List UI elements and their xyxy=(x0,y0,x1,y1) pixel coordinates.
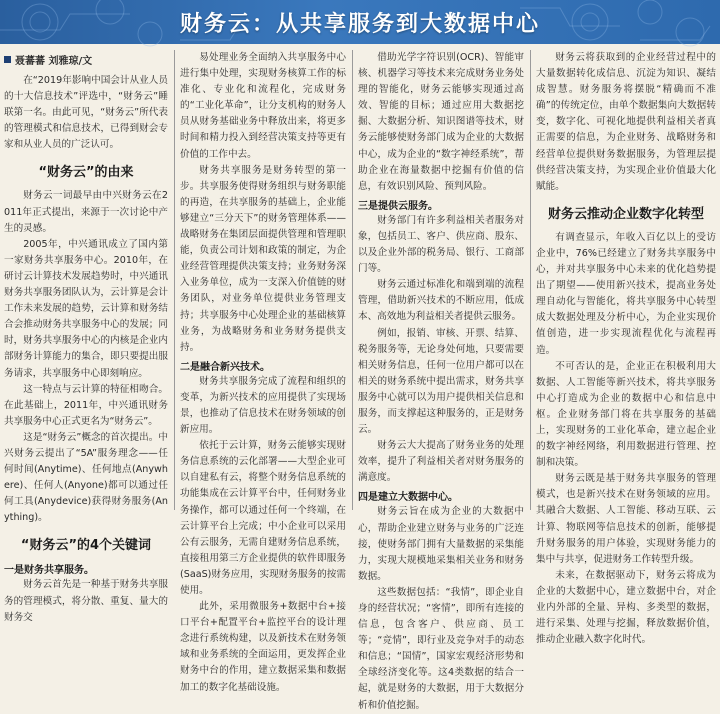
paragraph: 财务云通过标准化和端到端的流程管理，借助新兴技术的不断应用，低成本、高效地为利益相关者提供云服务。 xyxy=(358,279,524,323)
page-title: 财务云：从共享服务到大数据中心 xyxy=(179,12,540,37)
square-bullet-icon xyxy=(4,56,11,63)
paragraph: 此外，采用微服务+数据中台+接口平台+配置平台+监控平台的设计理念进行系统构建，以及新技术在财务领域和业务系统的全面运用，更发挥企业财务中台的作用，建立数据采集和数据加工的数字化基础设施。 xyxy=(180,601,346,693)
paragraph: 财务云大大提高了财务业务的处理效率，提升了利益相关者对财务服务的满意度。 xyxy=(358,440,524,484)
paragraph: 财务共享服务完成了流程和组织的变革，为新兴技术的应用提供了实现场景，也推动了信息技术在财务领域的创新应用。 xyxy=(180,375,346,436)
column-3 xyxy=(358,50,524,711)
column-divider xyxy=(174,50,175,510)
keyword-heading-3: 三是提供云服务。 xyxy=(358,200,438,212)
paragraph: 财务云一词最早由中兴财务云在2011年正式提出，来源于一次讨论中产生的灵感。 xyxy=(4,190,168,234)
byline xyxy=(4,52,168,67)
paragraph: 财务共享服务是财务转型的第一步。共享服务使得财务组织与财务职能的再造，在共享服务的基础上，企业能够建立“三分天下”的财务管理体系——战略财务在集团层面提供管理和管理职能，负责公司计划和政策的制定，为企业经营管理提供决策支持；业务财务深入业务单位，成为一支深入价值链的财务团队，对业务单位提供业务管理支持；共享服务中心处理企业的基础核算业务，为战略财务和业务财务提供支持。 xyxy=(180,164,346,353)
subheading-transformation: 财务云推动企业数字化转型 xyxy=(547,206,704,222)
keyword-heading-2: 二是融合新兴技术。 xyxy=(180,361,270,373)
paragraph: 借助光学字符识别(OCR)、智能审核、机器学习等技术来完成财务业务处理的智能化，财务云能够实现通过高效、智能的目标；通过应用大数据挖掘、大数据分析、知识图谱等技术，财务云能够使财务部门成为企业的大数据中心，成为企业的“数字神经系统”，帮助企业在海量数据中挖掘有价值的信息，有效识别风险、预判风险。 xyxy=(358,52,524,192)
paragraph: 依托于云计算，财务云能够实现财务信息系统的云化部署——大型企业可以自建私有云，将整个财务信息系统的功能集成在云计算平台中，任何财务业务操作，都可以通过任何一个终端，在云计算平台上完成；中小企业可以采用公有云服务，无需自建财务信息系统，直接租用第三方企业提供的软件即服务(SaaS)财务应用，实现财务服务的按需使用。 xyxy=(180,440,346,596)
paragraph: 例如，报销、审核、开票、结算、税务服务等，无论身处何地，只要需要相关财务信息，任何一位用户都可以在相关的财务系统中提出需求，财务共享服务中心就可以为用户提供相关信息和服务，而支撑起这种服务的，正是财务云。 xyxy=(358,327,524,436)
paragraph: 这是“财务云”概念的首次提出。中兴财务云提出了“5A”服务理念——任何时间(Anytime)、任何地点(Anywhere)、任何人(Anyone)都可以通过任何工具(Anydevice)获得财务服务(Anything)。 xyxy=(4,431,168,524)
column-divider xyxy=(352,50,353,510)
column-2 xyxy=(180,50,346,693)
keyword-heading-4: 四是建立大数据中心。 xyxy=(358,492,458,504)
paragraph: 易处理业务全面纳入共享服务中心进行集中处理，实现财务核算工作的标准化、专业化和流程化，完成财务的“工业化革命”，让分支机构的财务人员从财务基础业务中释放出来，将更多时间和精力投入到经营决策支持等更有价值的工作中去。 xyxy=(180,52,346,160)
column-divider xyxy=(530,50,531,510)
byline-text: 聂蕃蕃 刘雅琼/文 xyxy=(15,56,93,67)
paragraph: 财务云将获取到的企业经营过程中的大量数据转化成信息、沉淀为知识、凝结成智慧。财务服务将摆脱“精确而不准确”的传统定位，由单个数据集向大数据转变，数字化、可视化地提供利益相关者真正需要的信息，为企业财务、战略财务和经营单位提供财务数据服务，为管理层提供经营决策支持，为实现企业价值最大化赋能。 xyxy=(536,52,716,192)
keyword-heading-1: 一是财务共享服务。 xyxy=(4,565,94,577)
paragraph: 财务云首先是一种基于财务共享服务的管理模式，将分散、重复、量大的财务交 xyxy=(4,579,168,623)
paragraph: 这一特点与云计算的特征相吻合。在此基础上，2011年，中兴通讯财务共享服务中心正式更名为“财务云”。 xyxy=(4,383,168,427)
column-4 xyxy=(536,50,716,646)
paragraph: 财务云既是基于财务共享服务的管理模式，也是新兴技术在财务领域的应用。其融合大数据、人工智能、移动互联、云计算、物联网等信息技术的创新，能够提升财务服务的用户体验，实现财务能力的集中与共享，促进财务工作转型升级。 xyxy=(536,473,716,565)
subheading-keywords: “财务云”的4个关键词 xyxy=(20,538,152,554)
paragraph: 财务云旨在成为企业的大数据中心，帮助企业建立财务与业务的广泛连接，使财务部门拥有大量数据的采集能力，实现大规模地采集相关业务和财务数据。 xyxy=(358,506,524,582)
intro-paragraph: 在“2019年影响中国会计从业人员的十大信息技术”评选中，“财务云”睡联第一名。由此可见，“财务云”所代表的管理模式和信息技术，已得到财会专家和从业人员的广泛认可。 xyxy=(4,75,168,151)
paragraph: 未来，在数据驱动下，财务云将成为企业的大数据中心，建立数据中台，对企业内外部的全量、异构、多类型的数据，进行采集、处理与挖掘，释放数据价值，推动企业融入数字化时代。 xyxy=(536,569,716,646)
title-banner xyxy=(0,0,720,44)
paragraph: 有调查显示，年收入百亿以上的受访企业中，76%已经建立了财务共享服务中心，并对共享服务中心未来的优化趋势提出了期望——使用新兴技术，提高业务处理自动化与智能化，将共享服务中心转型成大数据处理及分析中心，为企业实现价值创造，进一步实现流程优化与流程再造。 xyxy=(536,231,716,356)
paragraph: 财务部门有许多利益相关者服务对象，包括员工、客户、供应商、股东、以及企业外部的税务局、银行、工商部门等。 xyxy=(358,214,524,275)
subheading-origin: “财务云”的由来 xyxy=(38,165,134,181)
paragraph: 2005年，中兴通讯成立了国内第一家财务共享服务中心。2010年，在研讨云计算技术发展趋势时，中兴通讯财务共享服务团队认为，云计算是会计工作未来发展的趋势，云计算和财务结合会推动财务共享服务中心的发展；同时，财务共享服务中心的内核是企业内部财务计算能力的集合，即只要提出服务请求，共享服务中心即刻响应。 xyxy=(4,238,168,379)
paragraph: 不可否认的是，企业正在积极利用大数据、人工智能等新兴技术，将共享服务中心打造成为企业的数据中心和信息中枢。企业财务部门将在共享服务的基础上，实现财务的工业化革命，建立起企业的数字神经网络，利用数据进行管理、控制和决策。 xyxy=(536,360,716,469)
paragraph: 这些数据包括：“我情”，即企业自身的经营状况；“客情”，即所有连接的信息，包含客户、供应商、员工等；“竞情”，即行业及竞争对手的动态和信息；“国情”，国家宏观经济形势和全球经济变化等。这4类数据的结合一起，就是财务的大数据，用于大数据分析和价值挖掘。 xyxy=(358,586,524,711)
column-1 xyxy=(4,50,168,623)
